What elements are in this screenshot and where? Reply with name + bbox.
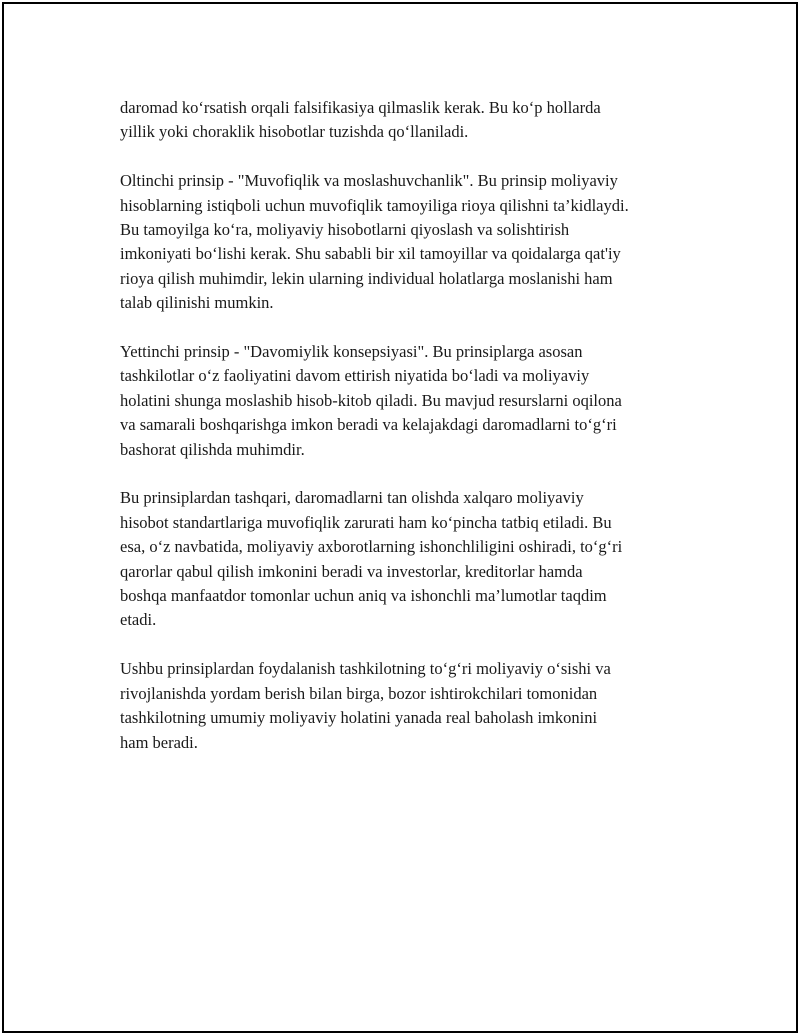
text-line: tashkilotlar o‘z faoliyatini davom ettirish niyatida bo‘ladi va moliyaviy (120, 366, 590, 386)
paragraph-4 (120, 486, 696, 632)
text-line: imkoniyati bo‘lishi kerak. Shu sababli bir xil tamoyillar va qoidalarga qat'iy (120, 244, 621, 264)
text-line: holatini shunga moslashib hisob-kitob qiladi. Bu mavjud resurslarni oqilona (120, 390, 622, 410)
text-line: qarorlar qabul qilish imkonini beradi va investorlar, kreditorlar hamda (120, 561, 583, 581)
page-frame (2, 2, 798, 1033)
text-line: hisobot standartlariga muvofiqlik zarurati ham ko‘pincha tatbiq etiladi. Bu (120, 512, 612, 532)
text-line: va samarali boshqarishga imkon beradi va kelajakdagi daromadlarni to‘g‘ri (120, 415, 617, 435)
text-line: Bu tamoyilga ko‘ra, moliyaviy hisobotlarni qiyoslash va solishtirish (120, 220, 570, 240)
paragraph-2 (120, 169, 696, 315)
text-line: tashkilotning umumiy moliyaviy holatini yanada real baholash imkonini (120, 708, 598, 728)
text-line: esa, o‘z navbatida, moliyaviy axborotlarning ishonchliligini oshiradi, to‘g‘ri (120, 537, 623, 557)
text-line: etadi. (120, 610, 157, 630)
text-line: Ushbu prinsiplardan foydalanish tashkilotning to‘g‘ri moliyaviy o‘sishi va (120, 659, 611, 679)
document-body (120, 96, 696, 779)
text-line: rivojlanishda yordam berish bilan birga, bozor ishtirokchilari tomonidan (120, 683, 598, 703)
text-line: Yettinchi prinsip - "Davomiylik konsepsiyasi". Bu prinsiplarga asosan (120, 342, 583, 362)
text-line: Bu prinsiplardan tashqari, daromadlarni tan olishda xalqaro moliyaviy (120, 488, 584, 508)
text-line: hisoblarning istiqboli uchun muvofiqlik tamoyiliga rioya qilishni ta’kidlaydi. (120, 195, 629, 215)
text-line: boshqa manfaatdor tomonlar uchun aniq va ishonchli ma’lumotlar taqdim (120, 586, 607, 606)
paragraph-5 (120, 657, 696, 755)
text-line: Oltinchi prinsip - "Muvofiqlik va moslashuvchanlik". Bu prinsip moliyaviy (120, 171, 618, 191)
text-line: daromad ko‘rsatish orqali falsifikasiya qilmaslik kerak. Bu ko‘p hollarda (120, 98, 601, 117)
paragraph-3 (120, 340, 696, 462)
text-line: rioya qilish muhimdir, lekin ularning individual holatlarga moslanishi ham (120, 268, 613, 288)
paragraph-1 (120, 96, 696, 145)
text-line: talab qilinishi mumkin. (120, 293, 274, 313)
text-line: ham beradi. (120, 732, 198, 752)
text-line: bashorat qilishda muhimdir. (120, 439, 305, 459)
text-line: yillik yoki choraklik hisobotlar tuzishda qo‘llaniladi. (120, 122, 469, 142)
